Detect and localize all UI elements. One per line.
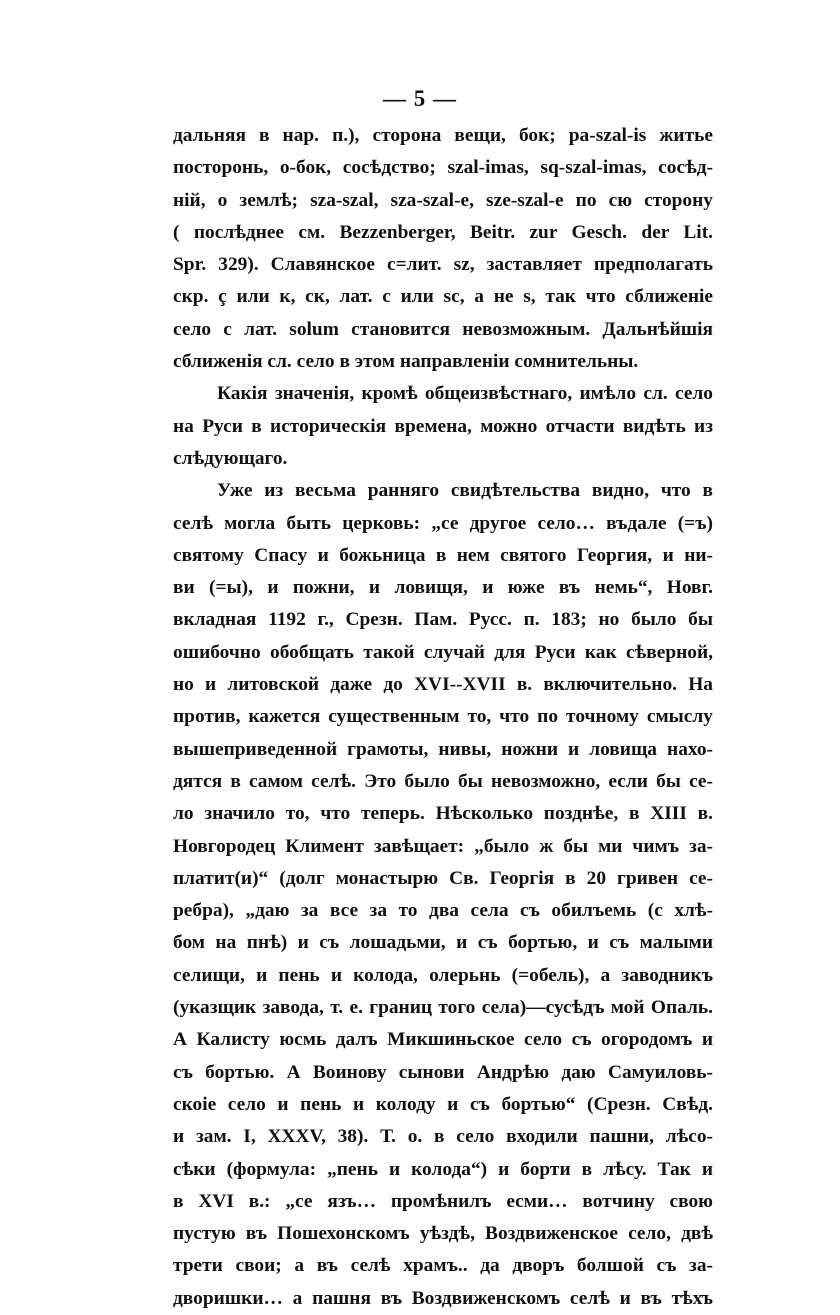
text-line: дятся в самом селѣ. Это было бы невозможно, если бы се- bbox=[173, 770, 713, 792]
text-line: слѣдующаго. bbox=[173, 447, 288, 469]
page-number: — 5 — bbox=[383, 86, 457, 111]
text-line: селищи, и пень и колода, олерьнь (=обель), а заводникъ bbox=[173, 964, 713, 986]
text-line: ребра), „даю за все за то два села съ обилъемь (с хлѣ- bbox=[173, 900, 713, 922]
text-line: ошибочно обобщать такой случай для Руси как сѣверной, bbox=[173, 641, 713, 663]
text-line: съ бортью. А Воинову сынови Андрѣю даю Самуиловь- bbox=[173, 1061, 713, 1083]
text-line: Новгородец Климент завѣщает: „было ж бы ми чимъ за- bbox=[173, 835, 713, 857]
text-line: А Калисту юсмь далъ Микшиньское село съ огородомъ и bbox=[173, 1029, 713, 1051]
text-line: трети свои; а въ селѣ храмъ.. да дворъ болшой съ за- bbox=[173, 1255, 713, 1277]
text-line: ло значило то, что теперь. Нѣсколько позднѣе, в XIII в. bbox=[173, 803, 713, 825]
text-line: ( послѣднее см. Bezzenberger, Beitr. zur Gesch. der Lit. bbox=[173, 221, 713, 243]
text-line: Spr. 329). Славянское с=лит. sz, заставляет предполагать bbox=[173, 254, 713, 276]
text-line: но и литовской даже до XVI--XVII в. включительно. На bbox=[173, 674, 713, 696]
text-line: на Руси в историческія времена, можно отчасти видѣть из bbox=[173, 415, 713, 437]
text-line: платит(и)“ (долг монастырю Св. Георгія в 20 гривен се- bbox=[173, 867, 713, 889]
text-line: пустую въ Пошехонскомъ уѣздѣ, Воздвиженское село, двѣ bbox=[173, 1223, 713, 1245]
text-line: в XVI в.: „се язъ… промѣнилъ есми… вотчину свою bbox=[173, 1190, 713, 1212]
text-line: скр. ç или к, ск, лат. c или sc, а не s, так что сближеніе bbox=[173, 286, 713, 308]
text-line: село с лат. solum становится невозможным. Дальнѣйшія bbox=[173, 318, 713, 340]
text-line: селѣ могла быть церковь: „се другое село… въдале (=ъ) bbox=[173, 512, 713, 534]
text-line: скоіе село и пень и колоду и съ бортью“ (Срезн. Свѣд. bbox=[173, 1093, 713, 1115]
text-line: и зам. I, XXXV, 38). Т. о. в село входили пашни, лѣсо- bbox=[173, 1126, 713, 1148]
text-line: ній, о землѣ; sza-szal, sza-szal-e, sze-szal-e по сю сторону bbox=[173, 189, 713, 211]
text-line: посторонь, о-бок, сосѣдство; szal-imas, sq-szal-imas, сосѣд- bbox=[173, 157, 713, 179]
text-line: дворишки… а пашня въ Воздвиженскомъ селѣ и въ тѣхъ bbox=[173, 1287, 713, 1309]
text-line: ви (=ы), и пожни, и ловищя, и юже въ немь“, Новг. bbox=[173, 577, 713, 599]
text-line: бом на пнѣ) и съ лошадьми, и съ бортью, и съ малыми bbox=[173, 932, 713, 954]
text-line: Уже из весьма ранняго свидѣтельства видно, что в bbox=[217, 480, 713, 502]
text-line: сѣки (формула: „пень и колода“) и борти в лѣсу. Так и bbox=[173, 1158, 713, 1180]
text-line: (указщик завода, т. е. границ того села)—сусѣдъ мой Опаль. bbox=[173, 997, 713, 1019]
text-line: дальняя в нар. п.), сторона вещи, бок; pa-szal-is житье bbox=[173, 125, 713, 146]
text-line: вкладная 1192 г., Срезн. Пам. Русс. п. 183; но было бы bbox=[173, 609, 713, 631]
text-line: сближенія сл. село в этом направленіи сомнительны. bbox=[173, 351, 639, 373]
text-line: святому Спасу и божьница в нем святого Георгия, и ни- bbox=[173, 544, 713, 566]
body-text bbox=[173, 120, 713, 1315]
text-line: Какія значенія, кромѣ общеизвѣстнаго, имѣло сл. село bbox=[217, 383, 713, 405]
text-line: вышеприведенной грамоты, нивы, ножни и ловища нахо- bbox=[173, 738, 713, 760]
text-line: против, кажется существенным то, что по точному смыслу bbox=[173, 706, 713, 728]
